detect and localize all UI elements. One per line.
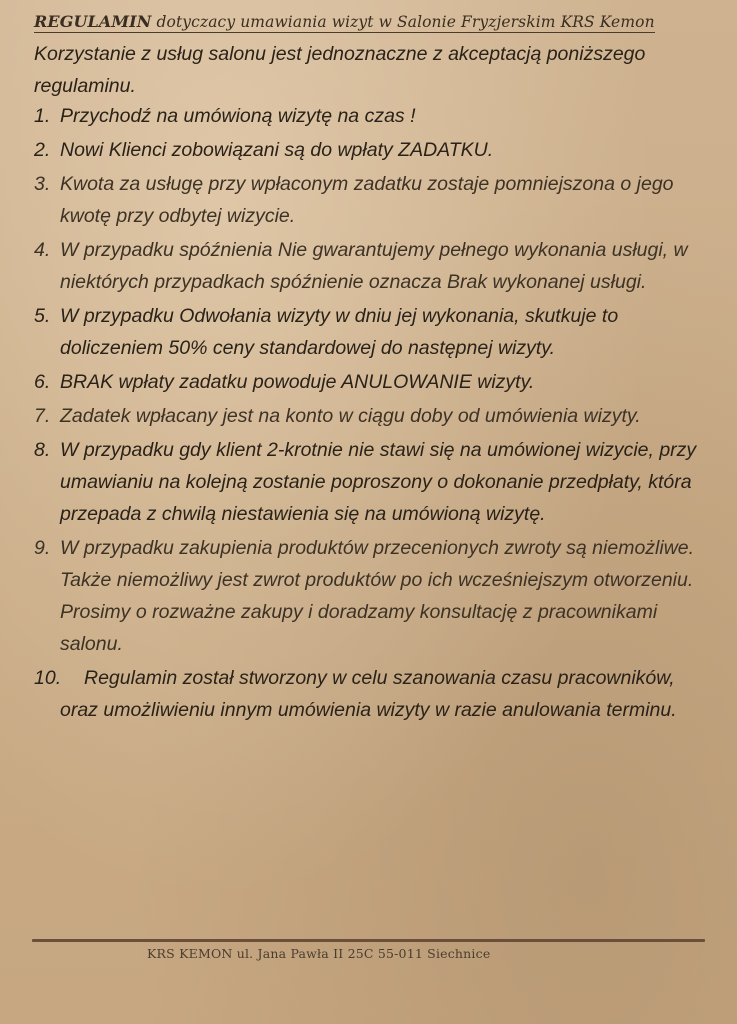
rule-item-10: [34, 662, 709, 726]
document-title-rest: dotyczacy umawiania wizyt w Salonie Fryzjerskim KRS Kemon: [151, 13, 655, 31]
rule-text: W przypadku Odwołania wizyty w dniu jej wykonania, skutkuje to doliczeniem 50% ceny standardowej do następnej wizyty.: [60, 305, 619, 359]
rule-number: 10.: [34, 667, 62, 689]
rule-text: BRAK wpłaty zadatku powoduje ANULOWANIE wizyty.: [60, 371, 535, 393]
rule-number: 4.: [34, 239, 51, 261]
rule-text: Regulamin został stworzony w celu szanowania czasu pracowników, oraz umożliwieniu innym umówienia wizyty w razie anulowania terminu.: [60, 667, 677, 721]
rule-number: 1.: [34, 105, 51, 127]
rule-item-1: [34, 100, 709, 132]
rule-text: Kwota za usługę przy wpłaconym zadatku zostaje pomniejszona o jego kwotę przy odbytej wizycie.: [60, 173, 674, 227]
rule-text: W przypadku gdy klient 2-krotnie nie stawi się na umówionej wizycie, przy umawianiu na kolejną zostanie poproszony o dokonanie przedpłaty, która przepada z chwilą niestawienia się na umówioną wizytę.: [60, 439, 697, 525]
rule-item-6: [34, 366, 709, 398]
footer-address: KRS KEMON ul. Jana Pawła II 25C 55-011 Siechnice: [147, 946, 491, 961]
rule-text: W przypadku spóźnienia Nie gwarantujemy pełnego wykonania usługi, w niektórych przypadkach spóźnienie oznacza Brak wykonanej usługi.: [60, 239, 688, 293]
rules-list: [34, 100, 709, 728]
footer-divider: [32, 939, 705, 942]
rule-item-2: [34, 134, 709, 166]
rule-item-8: [34, 434, 709, 530]
rule-number: 3.: [34, 173, 51, 195]
rule-text: Zadatek wpłacany jest na konto w ciągu doby od umówienia wizyty.: [60, 405, 641, 427]
rule-item-5: [34, 300, 709, 364]
document-title-bold: REGULAMIN: [34, 12, 152, 31]
rule-number: 7.: [34, 405, 51, 427]
rule-number: 9.: [34, 537, 51, 559]
rule-item-7: [34, 400, 709, 432]
intro-paragraph: Korzystanie z usług salonu jest jednoznaczne z akceptacją poniższego regulaminu.: [34, 43, 646, 97]
rule-number: 2.: [34, 139, 51, 161]
rule-text: Przychodź na umówioną wizytę na czas !: [60, 105, 416, 127]
document-title: [34, 12, 655, 33]
rule-text: Nowi Klienci zobowiązani są do wpłaty ZADATKU.: [60, 139, 494, 161]
rule-item-9: [34, 532, 709, 660]
rule-number: 5.: [34, 305, 51, 327]
rule-item-4: [34, 234, 709, 298]
rule-number: 6.: [34, 371, 51, 393]
rule-item-3: [34, 168, 709, 232]
rule-text: W przypadku zakupienia produktów przecenionych zwroty są niemożliwe. Także niemożliwy jest zwrot produktów po ich wcześniejszym otworzeniu. Prosimy o rozważne zakupy i doradzamy konsultację z pracownikami salonu.: [60, 537, 695, 655]
rule-number: 8.: [34, 439, 51, 461]
